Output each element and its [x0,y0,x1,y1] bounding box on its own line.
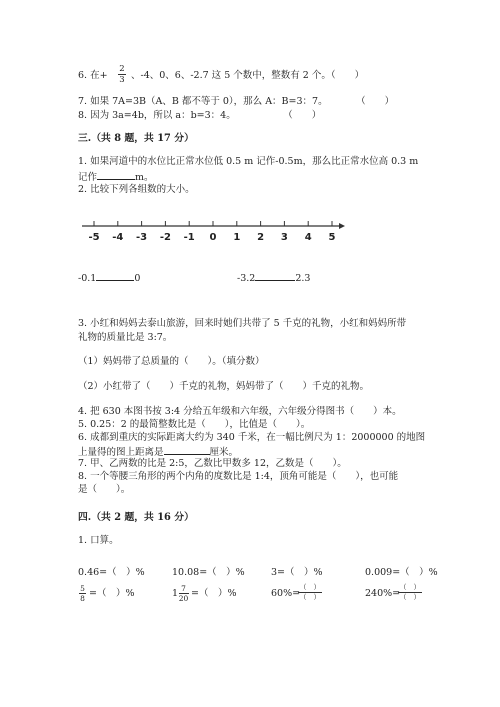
calc-1-3: 3=（ ）% [271,567,323,578]
s3-q6-prefix: 上量得的图上距离是 [78,447,164,458]
calc-2-2-tail: =（ ）% [191,588,237,599]
calc-2-1-fraction: 5 8 [80,584,85,603]
s3-q3-part2: （2）小红带了（ ）千克的礼物，妈妈带了（ ）千克的礼物。 [78,381,370,392]
q8: 8. 因为 3a=4b，所以 a：b=3：4。 （ ） [78,110,322,121]
number-line-label: 5 [328,232,336,243]
s3-q3-line1: 3. 小红和妈妈去泰山旅游，回来时她们共带了 5 千克的礼物，小红和妈妈所带 [78,318,407,329]
compare-1-left: -0.1 [78,273,97,284]
answer-blank [96,271,134,281]
calc-1-2: 10.08=（ ）% [172,567,245,578]
compare-1 [78,271,140,285]
q6-frac-num: 2 [119,64,125,74]
s3-q2: 2. 比较下列各组数的大小。 [78,184,195,195]
s3-q3-line2: 礼物的质量比是 3:7。 [78,332,173,343]
q6-suffix: 、-4、0、6、-2.7 这 5 个数中，整数有 2 个。（ ） [131,70,365,81]
number-line-label: -2 [159,232,171,243]
s4-q1: 1. 口算。 [78,535,119,546]
s3-q1-prefix: 记作 [78,172,98,183]
s3-q5: 5. 0.25：2 的最简整数比是（ ），比值是（ ）。 [78,419,311,430]
calc-2-3-head: 60%= [271,588,301,599]
compare-1-right: 0 [134,273,141,284]
s3-q8-line1: 8. 一个等腰三角形的两个内角的度数比是 1:4，顶角可能是（ ），也可能 [78,471,399,482]
number-line-label: 1 [233,232,241,243]
number-line-label: -4 [112,232,124,243]
compare-2-right: 2.3 [295,273,311,284]
calc-2-2-whole: 1 [172,588,179,599]
s3-q6-line1: 6. 成都到重庆的实际距离大约为 340 千米，在一幅比例尺为 1：2000000 的地图 [78,432,426,443]
q6-frac-den: 3 [119,75,125,85]
number-line-label: -5 [88,232,100,243]
calc-2-1-tail: =（ ）% [89,588,135,599]
q6-prefix: 6. 在+ [78,70,108,81]
s3-q3-part1: （1）妈妈带了总质量的（ ）。（填分数） [78,356,265,367]
s3-q7: 7. 甲、乙两数的比是 2:5，乙数比甲数多 12，乙数是（ ）。 [78,458,347,469]
number-line-label: -1 [183,232,195,243]
number-line-label: -3 [136,232,148,243]
s3-q4: 4. 把 630 本图书按 3:4 分给五年级和六年级，六年级分得图书（ ）本。 [78,406,402,417]
answer-blank [164,445,210,455]
calc-2-4-fraction: （ ） （ ） [399,583,421,601]
s3-q1-line1: 1. 如果河道中的水位比正常水位低 0.5 m 记作-0.5m，那么比正常水位高 0.3 m [78,156,419,167]
answer-blank [255,271,295,281]
calc-1-4: 0.009=（ ）% [365,567,438,578]
compare-2-left: -3.2 [237,273,256,284]
section-4-heading: 四.（共 2 题，共 16 分） [78,512,194,523]
calc-2-4-head: 240%= [365,588,401,599]
number-line-label: 3 [280,232,288,243]
number-line-label: 0 [209,232,217,243]
s3-q1-suffix: m。 [135,172,154,183]
number-line-label: 2 [257,232,265,243]
compare-2 [237,271,310,285]
calc-2-3-fraction: （ ） （ ） [299,583,321,601]
number-line-label: 4 [304,232,312,243]
s3-q6-suffix: 厘米。 [209,447,239,458]
section-3-heading: 三.（共 8 题，共 17 分） [78,133,194,144]
q7: 7. 如果 7A=3B（A、B 都不等于 0），那么 A：B=3：7。 （ ） [78,96,395,107]
calc-2-2-fraction: 7 20 [178,584,189,603]
s3-q6-line2 [78,445,238,459]
s3-q8-line2: 是（ ）。 [78,484,131,495]
calc-1-1: 0.46=（ ）% [78,567,145,578]
